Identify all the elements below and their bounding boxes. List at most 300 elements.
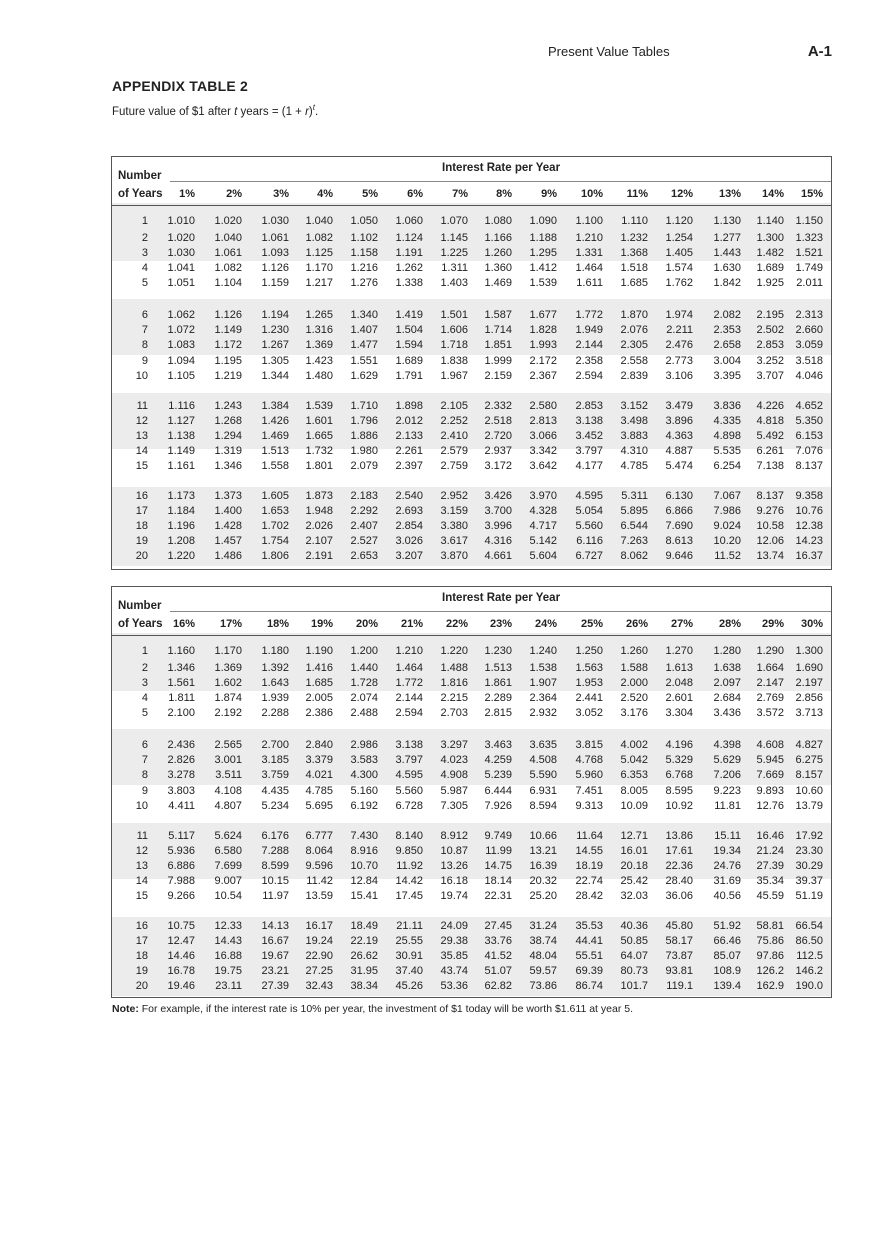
value-cell: 5.590 xyxy=(529,769,557,781)
value-cell: 4.002 xyxy=(620,739,648,751)
value-cell: 2.005 xyxy=(305,692,333,704)
value-cell: 1.126 xyxy=(214,309,242,321)
rate-column-header: 28% xyxy=(718,618,741,630)
value-cell: 5.945 xyxy=(756,754,784,766)
value-cell: 1.948 xyxy=(305,505,333,517)
year-cell: 1 xyxy=(141,645,148,657)
value-cell: 1.518 xyxy=(620,262,648,274)
year-cell: 19 xyxy=(135,535,148,547)
years-header: of Years xyxy=(118,188,163,200)
value-cell: 2.853 xyxy=(575,400,603,412)
value-cell: 2.079 xyxy=(350,460,378,472)
table-row xyxy=(112,215,831,229)
value-cell: 9.358 xyxy=(795,490,823,502)
table-row xyxy=(112,535,831,549)
value-cell: 5.936 xyxy=(167,845,195,857)
value-cell: 1.319 xyxy=(214,445,242,457)
value-cell: 2.159 xyxy=(484,370,512,382)
value-cell: 11.99 xyxy=(485,845,512,857)
year-cell: 3 xyxy=(141,677,148,689)
value-cell: 14.55 xyxy=(575,845,603,857)
value-cell: 58.17 xyxy=(665,935,693,947)
value-cell: 10.60 xyxy=(795,785,823,797)
value-cell: 22.36 xyxy=(665,860,693,872)
value-cell: 1.469 xyxy=(484,277,512,289)
value-cell: 1.130 xyxy=(713,215,741,227)
value-cell: 1.587 xyxy=(484,309,512,321)
rate-column-header: 14% xyxy=(761,188,784,200)
value-cell: 1.521 xyxy=(795,247,823,259)
value-cell: 1.010 xyxy=(167,215,195,227)
value-cell: 1.400 xyxy=(214,505,242,517)
value-cell: 1.220 xyxy=(167,550,195,562)
value-cell: 2.211 xyxy=(666,324,693,336)
value-cell: 9.276 xyxy=(756,505,784,517)
rate-column-header: 8% xyxy=(496,188,512,200)
running-head xyxy=(0,44,880,60)
value-cell: 1.791 xyxy=(395,370,423,382)
value-cell: 66.46 xyxy=(713,935,741,947)
value-cell: 2.288 xyxy=(261,707,289,719)
value-cell: 1.105 xyxy=(167,370,195,382)
value-cell: 4.768 xyxy=(575,754,603,766)
value-cell: 1.225 xyxy=(440,247,468,259)
table-row xyxy=(112,324,831,338)
value-cell: 11.92 xyxy=(396,860,423,872)
value-cell: 3.066 xyxy=(529,430,557,442)
value-cell: 101.7 xyxy=(620,980,648,992)
rate-column-header: 25% xyxy=(580,618,603,630)
value-cell: 4.259 xyxy=(484,754,512,766)
value-cell: 1.051 xyxy=(167,277,195,289)
value-cell: 2.436 xyxy=(167,739,195,751)
value-cell: 2.172 xyxy=(529,355,557,367)
value-cell: 4.785 xyxy=(305,785,333,797)
value-cell: 1.191 xyxy=(395,247,423,259)
value-cell: 1.718 xyxy=(440,339,468,351)
caption-r: r xyxy=(305,105,309,118)
value-cell: 7.926 xyxy=(484,800,512,812)
value-cell: 4.608 xyxy=(756,739,784,751)
value-cell: 2.580 xyxy=(529,400,557,412)
value-cell: 1.219 xyxy=(214,370,242,382)
value-cell: 119.1 xyxy=(666,980,693,992)
value-cell: 1.384 xyxy=(261,400,289,412)
value-cell: 9.024 xyxy=(713,520,741,532)
value-cell: 2.856 xyxy=(795,692,823,704)
year-cell: 12 xyxy=(135,845,148,857)
year-cell: 1 xyxy=(141,215,148,227)
value-cell: 24.76 xyxy=(713,860,741,872)
value-cell: 13.59 xyxy=(305,890,333,902)
value-cell: 1.230 xyxy=(484,645,512,657)
value-cell: 1.504 xyxy=(395,324,423,336)
value-cell: 22.90 xyxy=(305,950,333,962)
value-cell: 1.605 xyxy=(261,490,289,502)
value-cell: 1.416 xyxy=(305,662,333,674)
year-cell: 4 xyxy=(141,692,148,704)
value-cell: 9.007 xyxy=(214,875,242,887)
table-row xyxy=(112,520,831,534)
value-cell: 1.104 xyxy=(214,277,242,289)
value-cell: 1.116 xyxy=(168,400,195,412)
number-header: Number xyxy=(118,600,162,612)
value-cell: 6.261 xyxy=(756,445,784,457)
year-cell: 5 xyxy=(141,277,148,289)
value-cell: 1.838 xyxy=(440,355,468,367)
value-cell: 4.827 xyxy=(795,739,823,751)
header-rule xyxy=(170,611,831,612)
value-cell: 2.703 xyxy=(440,707,468,719)
year-cell: 13 xyxy=(135,430,148,442)
table-row xyxy=(112,430,831,444)
value-cell: 36.06 xyxy=(665,890,693,902)
rate-column-header: 10% xyxy=(580,188,603,200)
value-cell: 3.106 xyxy=(665,370,693,382)
value-cell: 1.428 xyxy=(214,520,242,532)
value-cell: 16.88 xyxy=(214,950,242,962)
table-row xyxy=(112,920,831,934)
year-cell: 18 xyxy=(135,520,148,532)
value-cell: 1.062 xyxy=(167,309,195,321)
value-cell: 2.407 xyxy=(350,520,378,532)
value-cell: 1.217 xyxy=(305,277,333,289)
value-cell: 2.076 xyxy=(620,324,648,336)
value-cell: 1.677 xyxy=(529,309,557,321)
year-cell: 8 xyxy=(141,769,148,781)
rate-column-header: 3% xyxy=(273,188,289,200)
value-cell: 2.932 xyxy=(529,707,557,719)
value-cell: 2.579 xyxy=(440,445,468,457)
value-cell: 41.52 xyxy=(484,950,512,962)
value-cell: 31.69 xyxy=(713,875,741,887)
value-cell: 8.157 xyxy=(795,769,823,781)
running-title: Present Value Tables xyxy=(548,44,670,59)
value-cell: 1.613 xyxy=(665,662,693,674)
value-cell: 39.37 xyxy=(795,875,823,887)
value-cell: 13.79 xyxy=(795,800,823,812)
table-row xyxy=(112,935,831,949)
value-cell: 16.46 xyxy=(756,830,784,842)
table-row xyxy=(112,505,831,519)
value-cell: 14.23 xyxy=(795,535,823,547)
value-cell: 1.949 xyxy=(575,324,603,336)
value-cell: 6.275 xyxy=(795,754,823,766)
value-cell: 10.92 xyxy=(665,800,693,812)
value-cell: 1.232 xyxy=(620,232,648,244)
value-cell: 3.518 xyxy=(795,355,823,367)
table-row xyxy=(112,860,831,874)
value-cell: 35.53 xyxy=(575,920,603,932)
rate-column-header: 22% xyxy=(445,618,468,630)
value-cell: 2.769 xyxy=(756,692,784,704)
value-cell: 2.144 xyxy=(395,692,423,704)
value-cell: 4.652 xyxy=(795,400,823,412)
year-cell: 9 xyxy=(141,355,148,367)
value-cell: 1.277 xyxy=(713,232,741,244)
column-header-rule xyxy=(112,635,831,636)
value-cell: 5.117 xyxy=(168,830,195,842)
rate-column-header: 16% xyxy=(172,618,195,630)
value-cell: 1.558 xyxy=(261,460,289,472)
value-cell: 10.58 xyxy=(756,520,784,532)
value-cell: 1.166 xyxy=(484,232,512,244)
value-cell: 1.501 xyxy=(440,309,468,321)
value-cell: 9.749 xyxy=(484,830,512,842)
value-cell: 4.363 xyxy=(665,430,693,442)
value-cell: 2.386 xyxy=(305,707,333,719)
value-cell: 1.220 xyxy=(440,645,468,657)
year-cell: 4 xyxy=(141,262,148,274)
value-cell: 19.75 xyxy=(214,965,242,977)
value-cell: 25.55 xyxy=(395,935,423,947)
value-cell: 2.441 xyxy=(575,692,603,704)
value-cell: 31.95 xyxy=(350,965,378,977)
value-cell: 38.34 xyxy=(350,980,378,992)
value-cell: 1.340 xyxy=(350,309,378,321)
value-cell: 86.50 xyxy=(795,935,823,947)
value-cell: 6.727 xyxy=(575,550,603,562)
value-cell: 4.908 xyxy=(440,769,468,781)
year-cell: 17 xyxy=(135,505,148,517)
value-cell: 4.310 xyxy=(620,445,648,457)
value-cell: 16.01 xyxy=(620,845,648,857)
value-cell: 2.540 xyxy=(395,490,423,502)
value-cell: 12.76 xyxy=(756,800,784,812)
value-cell: 3.870 xyxy=(440,550,468,562)
value-cell: 2.144 xyxy=(575,339,603,351)
value-cell: 1.170 xyxy=(305,262,333,274)
value-cell: 6.728 xyxy=(395,800,423,812)
value-cell: 1.426 xyxy=(261,415,289,427)
rate-column-header: 9% xyxy=(541,188,557,200)
value-cell: 1.457 xyxy=(214,535,242,547)
value-cell: 1.423 xyxy=(305,355,333,367)
value-cell: 32.03 xyxy=(620,890,648,902)
value-cell: 4.021 xyxy=(305,769,333,781)
value-cell: 2.191 xyxy=(305,550,333,562)
value-cell: 19.24 xyxy=(305,935,333,947)
value-cell: 3.138 xyxy=(395,739,423,751)
value-cell: 2.720 xyxy=(484,430,512,442)
value-cell: 1.250 xyxy=(575,645,603,657)
value-cell: 1.295 xyxy=(529,247,557,259)
value-cell: 8.137 xyxy=(795,460,823,472)
value-cell: 2.952 xyxy=(440,490,468,502)
rate-column-header: 5% xyxy=(362,188,378,200)
value-cell: 3.759 xyxy=(261,769,289,781)
value-cell: 3.138 xyxy=(575,415,603,427)
value-cell: 1.270 xyxy=(665,645,693,657)
value-cell: 1.539 xyxy=(529,277,557,289)
value-cell: 1.260 xyxy=(620,645,648,657)
value-cell: 2.601 xyxy=(665,692,693,704)
value-cell: 20.32 xyxy=(529,875,557,887)
value-cell: 2.289 xyxy=(484,692,512,704)
value-cell: 17.92 xyxy=(795,830,823,842)
value-cell: 1.300 xyxy=(756,232,784,244)
value-cell: 5.604 xyxy=(529,550,557,562)
value-cell: 2.353 xyxy=(713,324,741,336)
value-cell: 14.46 xyxy=(167,950,195,962)
rate-column-header: 6% xyxy=(407,188,423,200)
value-cell: 5.960 xyxy=(575,769,603,781)
value-cell: 1.190 xyxy=(305,645,333,657)
value-cell: 4.023 xyxy=(440,754,468,766)
table-row xyxy=(112,339,831,353)
value-cell: 1.127 xyxy=(167,415,195,427)
caption-mid: years = (1 + xyxy=(237,105,306,118)
year-cell: 15 xyxy=(135,890,148,902)
value-cell: 5.535 xyxy=(713,445,741,457)
value-cell: 2.773 xyxy=(665,355,693,367)
value-cell: 1.762 xyxy=(665,277,693,289)
value-cell: 73.86 xyxy=(529,980,557,992)
year-cell: 11 xyxy=(136,830,148,842)
value-cell: 3.052 xyxy=(575,707,603,719)
value-cell: 2.097 xyxy=(713,677,741,689)
table-row xyxy=(112,754,831,768)
value-cell: 1.172 xyxy=(214,339,242,351)
value-cell: 19.74 xyxy=(440,890,468,902)
value-cell: 1.158 xyxy=(350,247,378,259)
value-cell: 10.15 xyxy=(261,875,289,887)
value-cell: 73.87 xyxy=(665,950,693,962)
value-cell: 50.85 xyxy=(620,935,648,947)
value-cell: 1.714 xyxy=(484,324,512,336)
value-cell: 1.082 xyxy=(305,232,333,244)
value-cell: 9.646 xyxy=(665,550,693,562)
value-cell: 2.358 xyxy=(575,355,603,367)
value-cell: 1.373 xyxy=(214,490,242,502)
value-cell: 1.538 xyxy=(529,662,557,674)
value-cell: 22.19 xyxy=(350,935,378,947)
table-row xyxy=(112,355,831,369)
table-row xyxy=(112,707,831,721)
year-cell: 7 xyxy=(141,754,148,766)
value-cell: 1.513 xyxy=(484,662,512,674)
table-row xyxy=(112,277,831,291)
value-cell: 1.180 xyxy=(261,645,289,657)
rate-column-header: 11% xyxy=(626,188,648,200)
value-cell: 26.62 xyxy=(350,950,378,962)
value-cell: 4.661 xyxy=(484,550,512,562)
value-cell: 2.476 xyxy=(665,339,693,351)
caption-exponent: t xyxy=(312,103,315,112)
value-cell: 3.635 xyxy=(529,739,557,751)
value-cell: 1.040 xyxy=(305,215,333,227)
value-cell: 1.754 xyxy=(261,535,289,547)
rate-column-header: 26% xyxy=(625,618,648,630)
value-cell: 51.07 xyxy=(484,965,512,977)
years-header: of Years xyxy=(118,618,163,630)
value-cell: 1.464 xyxy=(575,262,603,274)
value-cell: 4.300 xyxy=(350,769,378,781)
value-cell: 4.196 xyxy=(665,739,693,751)
value-cell: 1.070 xyxy=(440,215,468,227)
value-cell: 1.149 xyxy=(214,324,242,336)
value-cell: 1.602 xyxy=(214,677,242,689)
note-text: For example, if the interest rate is 10% per year, the investment of $1 today will be worth $1.611 at year 5. xyxy=(138,1003,633,1015)
value-cell: 4.335 xyxy=(713,415,741,427)
value-cell: 2.502 xyxy=(756,324,784,336)
value-cell: 1.440 xyxy=(350,662,378,674)
value-cell: 55.51 xyxy=(575,950,603,962)
value-cell: 29.38 xyxy=(440,935,468,947)
rate-column-header: 17% xyxy=(219,618,242,630)
table-row xyxy=(112,692,831,706)
value-cell: 3.511 xyxy=(215,769,242,781)
value-cell: 2.133 xyxy=(395,430,423,442)
table-row xyxy=(112,445,831,459)
value-cell: 85.07 xyxy=(713,950,741,962)
table-row xyxy=(112,980,831,994)
future-value-table-1 xyxy=(111,156,832,570)
value-cell: 3.297 xyxy=(440,739,468,751)
rate-column-header: 20% xyxy=(355,618,378,630)
year-cell: 19 xyxy=(135,965,148,977)
page-number: A-1 xyxy=(807,43,832,60)
value-cell: 1.150 xyxy=(795,215,823,227)
value-cell: 40.56 xyxy=(713,890,741,902)
value-cell: 14.43 xyxy=(214,935,242,947)
year-cell: 8 xyxy=(141,339,148,351)
value-cell: 1.188 xyxy=(529,232,557,244)
value-cell: 13.26 xyxy=(440,860,468,872)
value-cell: 1.268 xyxy=(214,415,242,427)
value-cell: 3.803 xyxy=(167,785,195,797)
value-cell: 2.986 xyxy=(350,739,378,751)
value-cell: 1.407 xyxy=(350,324,378,336)
value-cell: 12.38 xyxy=(795,520,823,532)
value-cell: 1.907 xyxy=(529,677,557,689)
value-cell: 5.054 xyxy=(575,505,603,517)
value-cell: 3.342 xyxy=(529,445,557,457)
value-cell: 45.59 xyxy=(756,890,784,902)
year-cell: 7 xyxy=(141,324,148,336)
value-cell: 1.953 xyxy=(575,677,603,689)
value-cell: 1.861 xyxy=(484,677,512,689)
value-cell: 1.685 xyxy=(305,677,333,689)
value-cell: 1.664 xyxy=(756,662,784,674)
value-cell: 6.116 xyxy=(576,535,603,547)
value-cell: 6.866 xyxy=(665,505,693,517)
value-cell: 43.74 xyxy=(440,965,468,977)
value-cell: 5.624 xyxy=(214,830,242,842)
table-row xyxy=(112,262,831,276)
value-cell: 8.062 xyxy=(620,550,648,562)
value-cell: 33.76 xyxy=(484,935,512,947)
rate-column-header: 13% xyxy=(718,188,741,200)
value-cell: 3.883 xyxy=(620,430,648,442)
value-cell: 1.305 xyxy=(261,355,289,367)
header-rule xyxy=(170,181,831,182)
value-cell: 1.159 xyxy=(261,277,289,289)
value-cell: 17.61 xyxy=(665,845,693,857)
value-cell: 22.74 xyxy=(575,875,603,887)
table-row xyxy=(112,830,831,844)
value-cell: 1.873 xyxy=(305,490,333,502)
value-cell: 2.759 xyxy=(440,460,468,472)
value-cell: 1.140 xyxy=(756,215,784,227)
value-cell: 9.313 xyxy=(575,800,603,812)
value-cell: 1.594 xyxy=(395,339,423,351)
value-cell: 1.728 xyxy=(350,677,378,689)
value-cell: 25.42 xyxy=(620,875,648,887)
value-cell: 5.987 xyxy=(440,785,468,797)
table-row xyxy=(112,550,831,564)
value-cell: 4.595 xyxy=(575,490,603,502)
